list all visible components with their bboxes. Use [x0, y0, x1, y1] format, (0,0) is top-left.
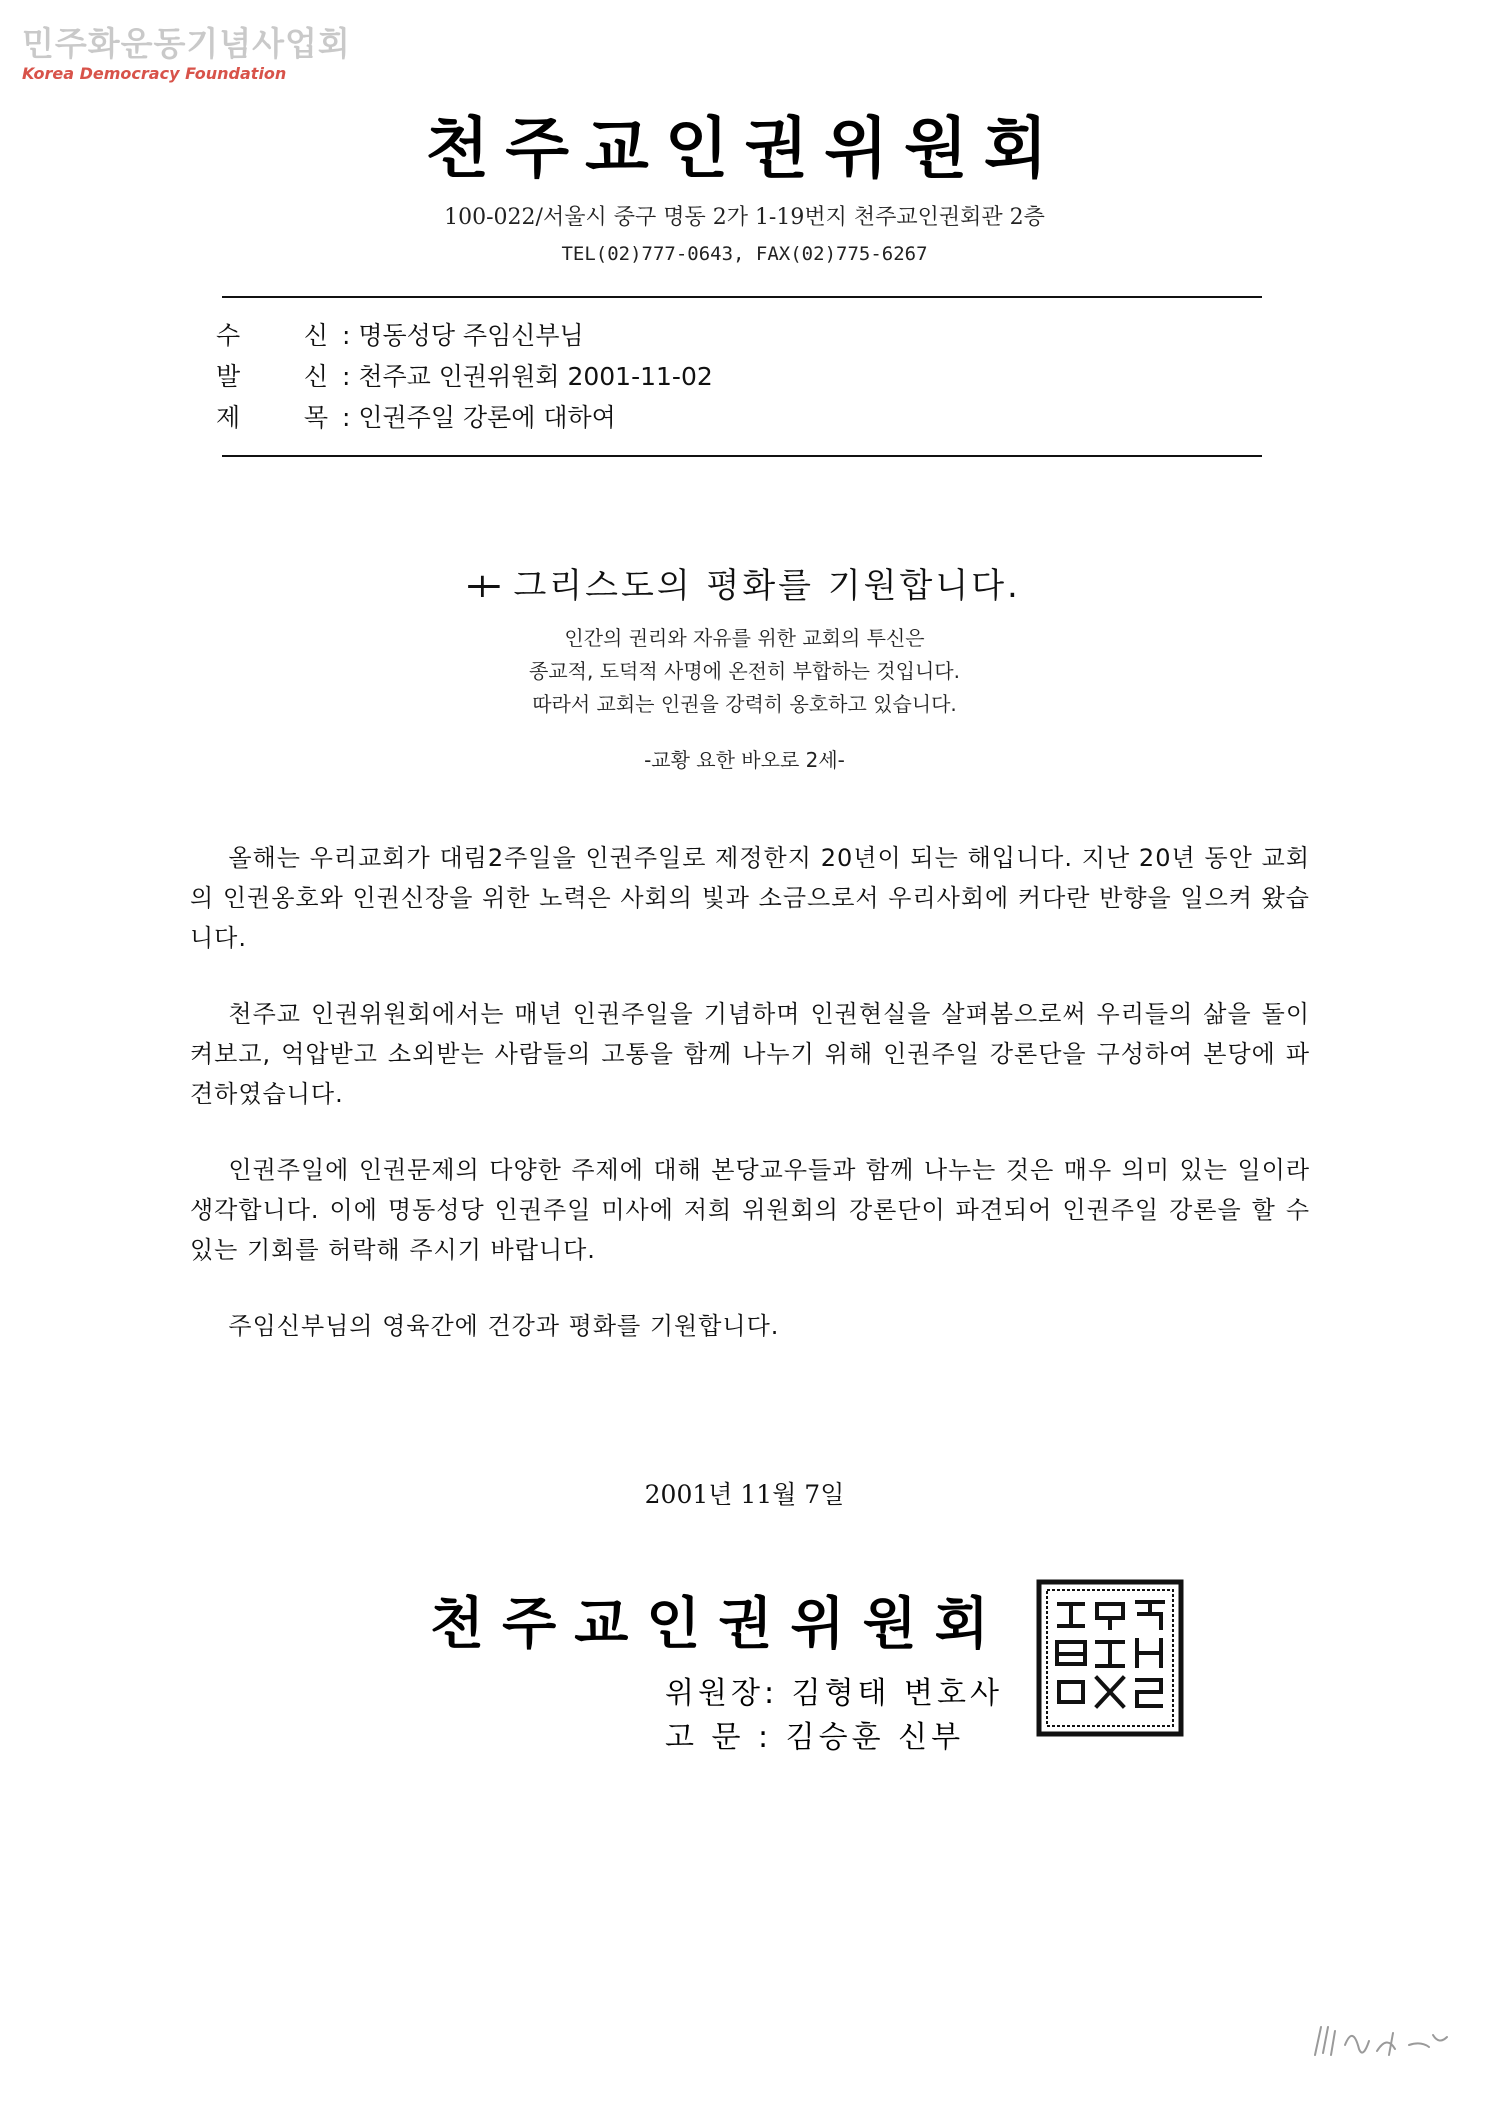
header-top-rule [222, 296, 1262, 298]
body-paragraph: 주임신부님의 영육간에 건강과 평화를 기원합니다. [228, 1312, 780, 1340]
field-label [216, 398, 342, 438]
field-label-char: 목 [303, 403, 328, 432]
header-field-recipient [216, 316, 584, 356]
field-label-char: 수 [216, 321, 241, 350]
watermark-korean: 민주화운동기념사업회 [22, 24, 351, 63]
letterhead-phone-fax: TEL(02)777-0643, FAX(02)775-6267 [561, 243, 928, 265]
quote-line: 따라서 교회는 인권을 강력히 옹호하고 있습니다. [532, 692, 957, 716]
letter-date: 2001년 11월 7일 [644, 1480, 845, 1509]
header-field-subject [216, 398, 616, 438]
field-label-char: 발 [216, 362, 241, 391]
signature-org-name: 천주교인권위원회 [430, 1592, 1007, 1657]
field-label-char: 신 [303, 362, 328, 391]
official-seal-icon [1035, 1578, 1185, 1738]
field-value: : 인권주일 강론에 대하여 [342, 403, 616, 432]
field-label [216, 357, 342, 397]
body-paragraph: 올해는 우리교회가 대림2주일을 인권주일로 제정한지 20년이 되는 해입니다. 지난 20년 동안 교회의 인권옹호와 인권신장을 위한 노력은 사회의 빛과 소금으로서 우리사회에 커다란 반향을 일으켜 왔습니다. [190, 844, 1310, 952]
cross-icon: + [468, 566, 500, 606]
signature-chair: 위원장: 김형태 변호사 [665, 1676, 1003, 1711]
quote-line: 인간의 권리와 자유를 위한 교회의 투신은 [564, 626, 925, 650]
signature-advisor: 고 문 : 김승훈 신부 [665, 1720, 965, 1755]
header-bottom-rule [222, 455, 1262, 457]
watermark-english: Korea Democracy Foundation [22, 64, 287, 83]
field-label-char: 신 [303, 321, 328, 350]
quote-source: -교황 요한 바오로 2세- [644, 748, 845, 772]
field-value: : 명동성당 주임신부님 [342, 321, 584, 350]
quote-line: 종교적, 도덕적 사명에 온전히 부합하는 것입니다. [529, 659, 960, 683]
handwritten-scribble-icon [1305, 2015, 1465, 2065]
field-label [216, 316, 342, 356]
letter-body [190, 838, 1310, 1382]
letterhead-address: 100-022/서울시 중구 명동 2가 1-19번지 천주교인권회관 2층 [444, 205, 1045, 230]
greeting [0, 558, 1489, 607]
field-value: : 천주교 인권위원회 2001-11-02 [342, 362, 713, 391]
field-label-char: 제 [216, 403, 241, 432]
greeting-text: 그리스도의 평화를 기원합니다. [513, 566, 1021, 606]
body-paragraph: 천주교 인권위원회에서는 매년 인권주일을 기념하며 인권현실을 살펴봄으로써 우리들의 삶을 돌이켜보고, 억압받고 소외받는 사람들의 고통을 함께 나누기 위해 인권주일 강론단을 구성하여 본당에 파견하였습니다. [190, 1000, 1310, 1108]
header-field-sender [216, 357, 713, 397]
body-paragraph: 인권주일에 인권문제의 다양한 주제에 대해 본당교우들과 함께 나누는 것은 매우 의미 있는 일이라 생각합니다. 이에 명동성당 인권주일 미사에 저희 위원회의 강론단이 파견되어 인권주일 강론을 할 수 있는 기회를 허락해 주시기 바랍니다. [190, 1156, 1310, 1264]
letterhead-org-name: 천주교인권위원회 [425, 110, 1064, 187]
quote-block [0, 622, 1489, 721]
